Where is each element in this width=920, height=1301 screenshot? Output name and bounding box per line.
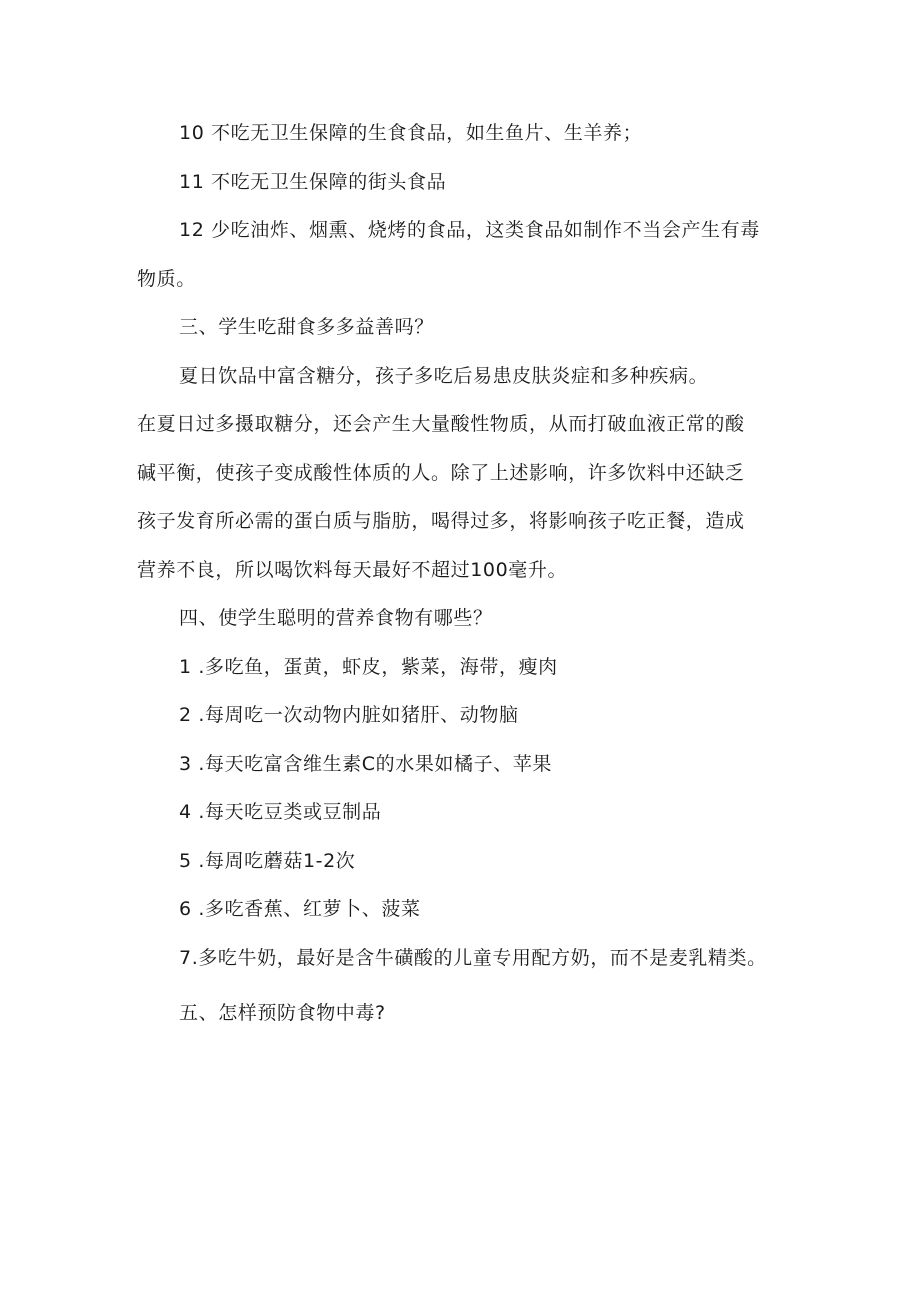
list-item-2: 2 .每周吃一次动物内脏如猪肝、动物脑 [179,704,519,726]
section-heading-4: 四、使学生聪明的营养食物有哪些？ [179,607,493,629]
list-item-6: 6 .多吃香蕉、红萝卜、菠菜 [179,898,421,920]
list-item-12-continuation: 物质。 [137,268,196,290]
list-item-10: 10 不吃无卫生保障的生食食品，如生鱼片、生羊养； [179,122,643,144]
list-item-5: 5 .每周吃蘑菇1-2次 [179,850,356,872]
list-item-1: 1 .多吃鱼，蛋黄，虾皮，紫菜，海带，瘦肉 [179,656,558,678]
paragraph-line: 孩子发育所必需的蛋白质与脂肪，喝得过多，将影响孩子吃正餐，造成 [137,510,745,532]
section-heading-3: 三、学生吃甜食多多益善吗？ [179,316,434,338]
paragraph-line: 碱平衡，使孩子变成酸性体质的人。除了上述影响，许多饮料中还缺乏 [137,462,745,484]
list-item-12: 12 少吃油炸、烟熏、烧烤的食品，这类食品如制作不当会产生有毒 [179,219,760,241]
list-item-4: 4 .每天吃豆类或豆制品 [179,801,382,823]
list-item-3: 3 .每天吃富含维生素C的水果如橘子、苹果 [179,753,553,775]
paragraph-line: 营养不良，所以喝饮料每天最好不超过100毫升。 [137,559,568,581]
paragraph-line: 夏日饮品中富含糖分，孩子多吃后易患皮肤炎症和多种疾病。 [179,365,709,387]
list-item-11: 11 不吃无卫生保障的街头食品 [179,171,447,193]
paragraph-line: 在夏日过多摄取糖分，还会产生大量酸性物质，从而打破血液正常的酸 [137,413,745,435]
list-item-7: 7.多吃牛奶，最好是含牛磺酸的儿童专用配方奶，而不是麦乳精类。 [179,947,767,969]
section-heading-5: 五、怎样预防食物中毒? [179,1002,386,1024]
